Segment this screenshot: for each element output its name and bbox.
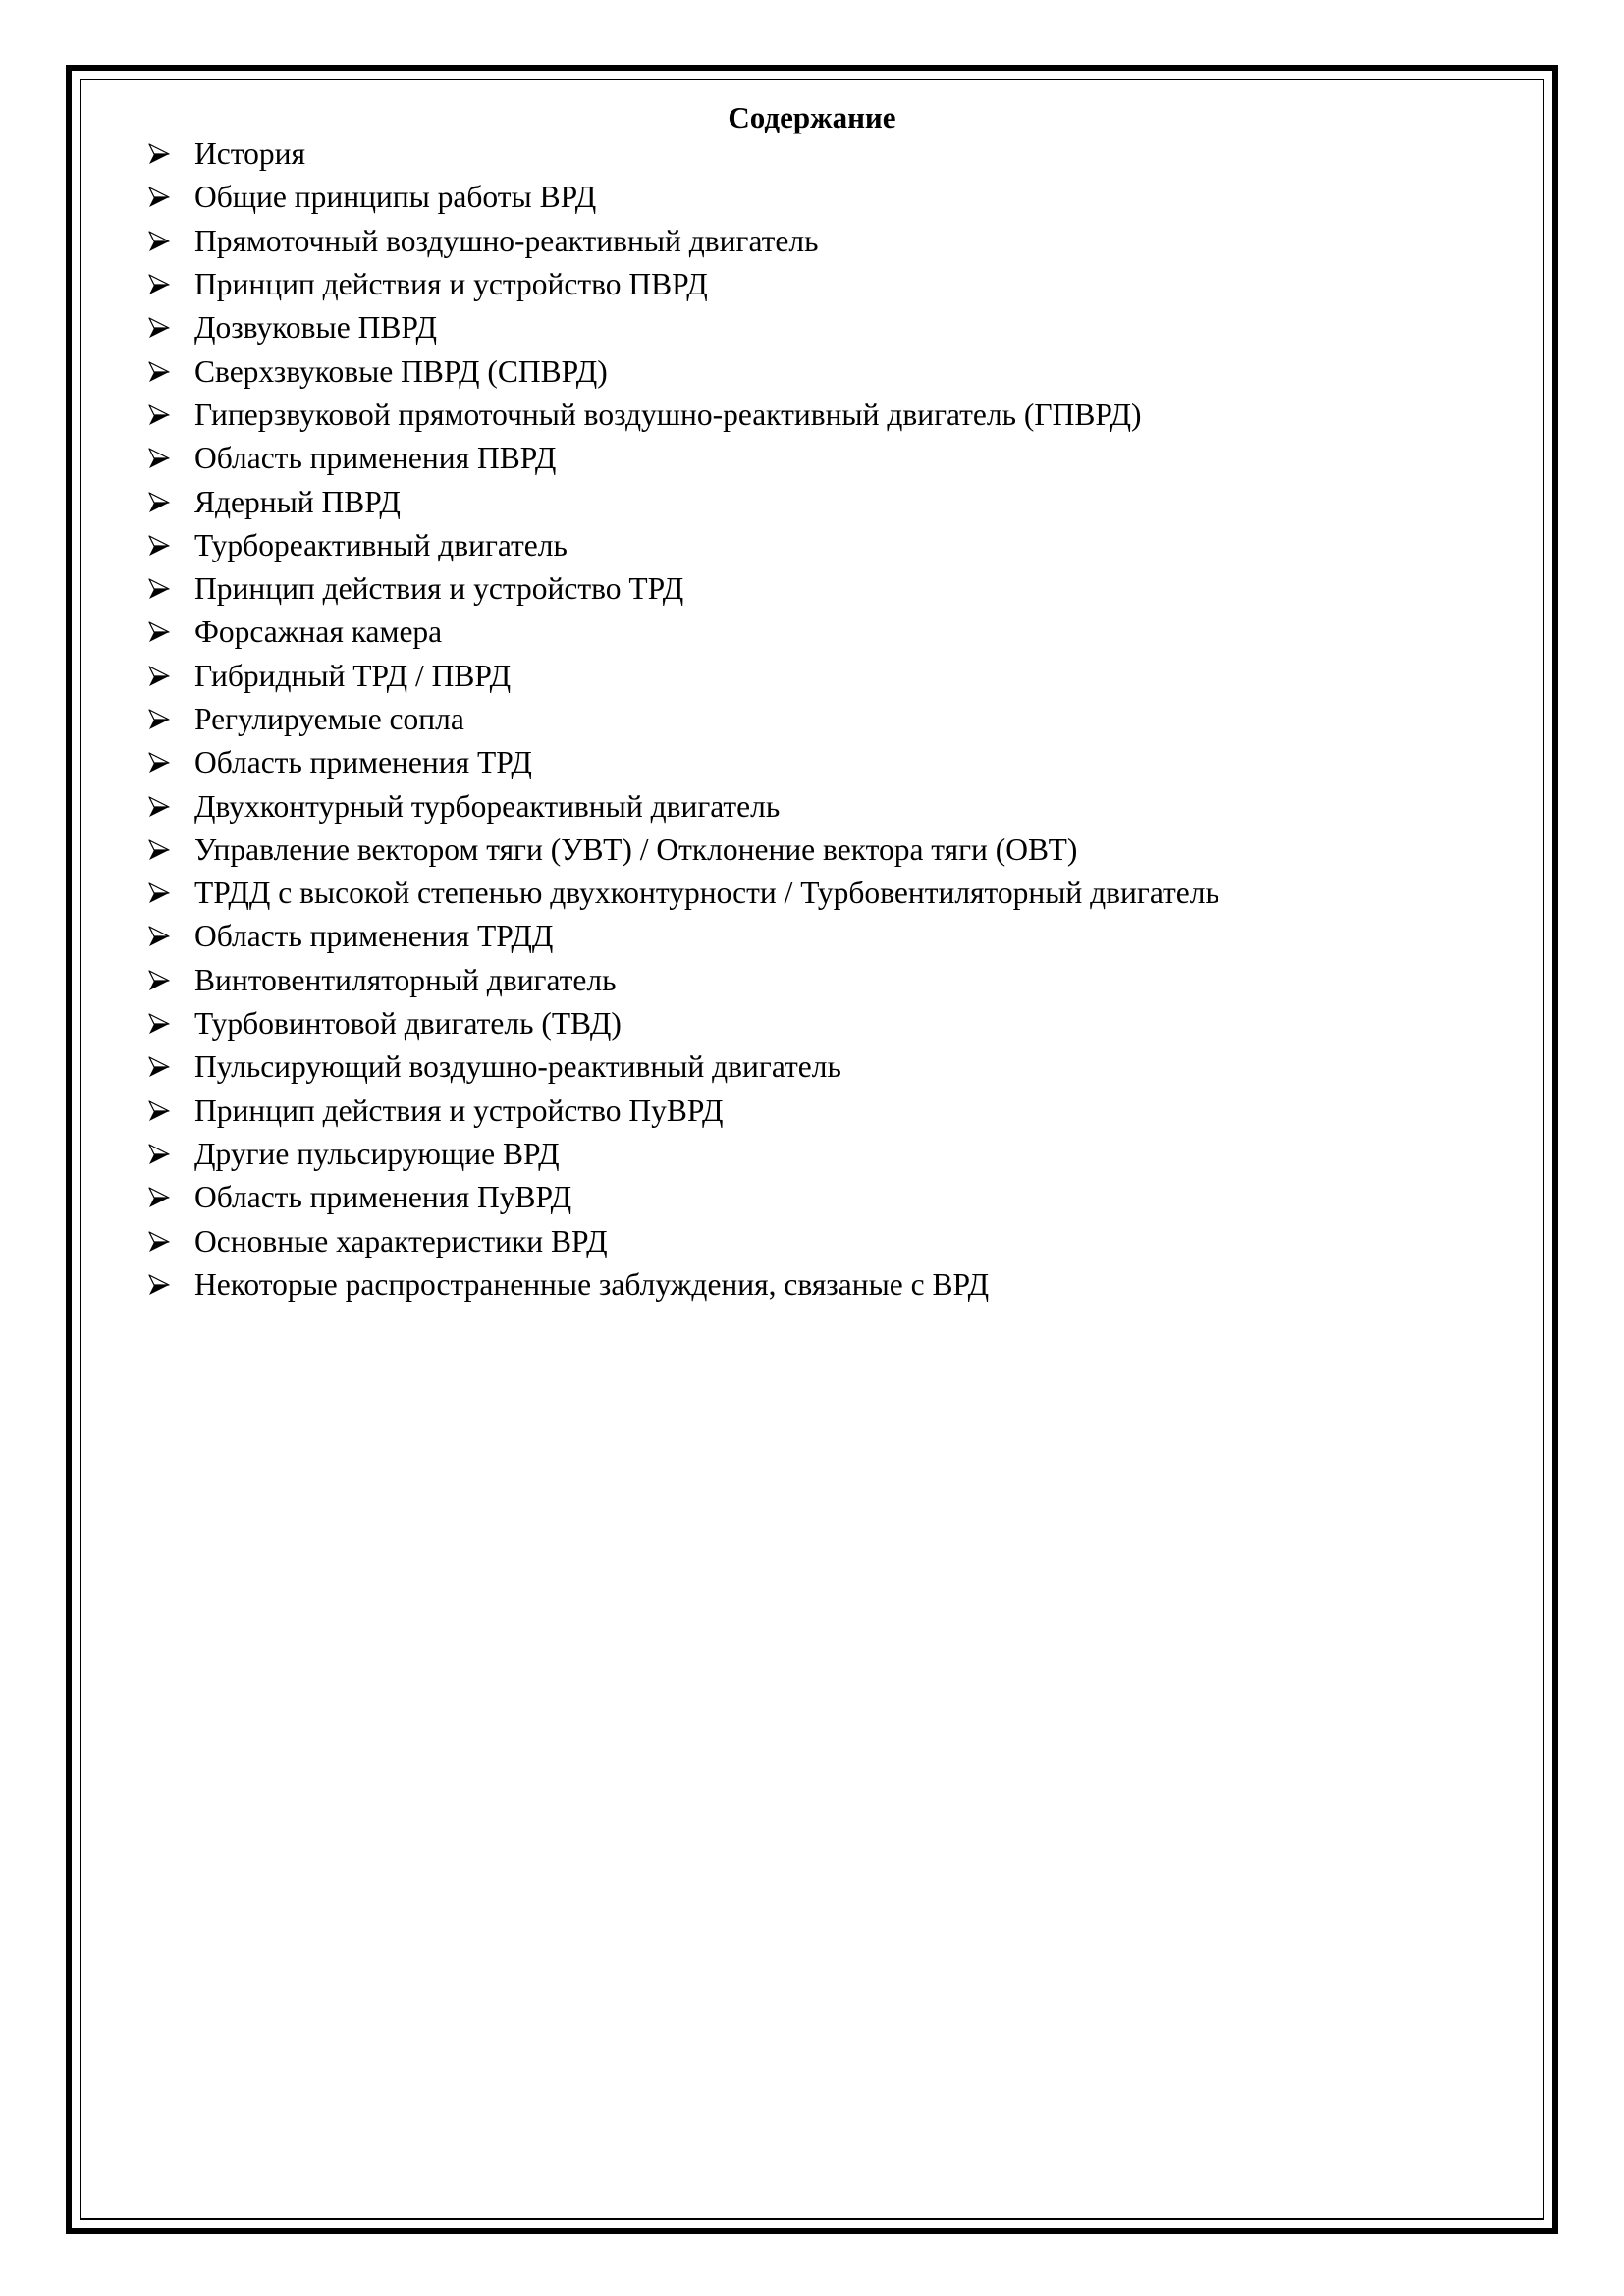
list-item: [147, 872, 1219, 915]
list-item-label: Турбореактивный двигатель: [194, 527, 568, 562]
arrowhead-bullet-icon: [147, 1273, 194, 1297]
list-item-label: Область применения ПуВРД: [194, 1180, 572, 1215]
list-item: [147, 1176, 1219, 1219]
arrowhead-bullet-icon: [147, 881, 194, 905]
list-item-label: Форсажная камера: [194, 614, 443, 650]
list-item: [147, 1090, 1219, 1133]
list-item-label: ТРДД с высокой степенью двухконтурности / Турбовентиляторный двигатель: [194, 876, 1219, 911]
arrowhead-bullet-icon: [147, 403, 194, 427]
list-item: [147, 176, 1219, 219]
list-item-label: Управление вектором тяги (УВТ) / Отклонение вектора тяги (ОВТ): [194, 831, 1078, 867]
list-item: [147, 784, 1219, 828]
list-item-label: Дозвуковые ПВРД: [194, 310, 437, 346]
list-item: [147, 349, 1219, 393]
list-item: [147, 1045, 1219, 1089]
arrowhead-bullet-icon: [147, 838, 194, 862]
list-item-label: Другие пульсирующие ВРД: [194, 1136, 560, 1171]
arrowhead-bullet-icon: [147, 969, 194, 992]
arrowhead-bullet-icon: [147, 1186, 194, 1209]
list-item: [147, 480, 1219, 523]
list-item-label: Ядерный ПВРД: [194, 484, 401, 519]
arrowhead-bullet-icon: [147, 751, 194, 774]
list-item-label: Принцип действия и устройство ПВРД: [194, 267, 708, 302]
list-item: [147, 915, 1219, 958]
list-item-label: Принцип действия и устройство ТРД: [194, 571, 684, 607]
list-item-label: Общие принципы работы ВРД: [194, 180, 597, 215]
list-item: [147, 220, 1219, 263]
list-item: [147, 524, 1219, 567]
arrowhead-bullet-icon: [147, 491, 194, 514]
list-item: [147, 741, 1219, 784]
list-item-label: Пульсирующий воздушно-реактивный двигатель: [194, 1049, 841, 1085]
arrowhead-bullet-icon: [147, 447, 194, 470]
list-item-label: Регулируемые сопла: [194, 702, 464, 736]
list-item: [147, 133, 1219, 176]
list-item: [147, 698, 1219, 741]
list-item: [147, 306, 1219, 349]
list-item-label: Прямоточный воздушно-реактивный двигатель: [194, 223, 819, 258]
list-item-label: Основные характеристики ВРД: [194, 1223, 608, 1258]
list-item: [147, 437, 1219, 480]
table-of-contents: [147, 133, 1219, 1307]
arrowhead-bullet-icon: [147, 316, 194, 340]
list-item-label: Двухконтурный турбореактивный двигатель: [194, 788, 781, 824]
list-item-label: Область применения ТРД: [194, 745, 532, 780]
list-item-label: Принцип действия и устройство ПуВРД: [194, 1093, 724, 1128]
arrowhead-bullet-icon: [147, 577, 194, 601]
page-title: Содержание: [728, 100, 896, 134]
arrowhead-bullet-icon: [147, 708, 194, 731]
arrowhead-bullet-icon: [147, 230, 194, 253]
arrowhead-bullet-icon: [147, 360, 194, 384]
list-item: [147, 1002, 1219, 1045]
list-item: [147, 263, 1219, 306]
list-item: [147, 1263, 1219, 1307]
list-item: [147, 655, 1219, 698]
arrowhead-bullet-icon: [147, 665, 194, 688]
list-item-label: Сверхзвуковые ПВРД (СПВРД): [194, 353, 608, 389]
list-item: [147, 394, 1219, 437]
arrowhead-bullet-icon: [147, 273, 194, 296]
list-item: [147, 959, 1219, 1002]
list-item-label: Гиперзвуковой прямоточный воздушно-реактивный двигатель (ГПВРД): [194, 397, 1142, 432]
arrowhead-bullet-icon: [147, 1143, 194, 1166]
list-item-label: Винтовентиляторный двигатель: [194, 962, 617, 997]
arrowhead-bullet-icon: [147, 534, 194, 558]
list-item-label: Некоторые распространенные заблуждения, связаные с ВРД: [194, 1266, 990, 1302]
list-item-label: История: [194, 136, 305, 172]
list-item-label: Область применения ТРДД: [194, 919, 554, 954]
arrowhead-bullet-icon: [147, 1012, 194, 1036]
list-item: [147, 828, 1219, 872]
list-item-label: Область применения ПВРД: [194, 441, 557, 476]
arrowhead-bullet-icon: [147, 620, 194, 644]
arrowhead-bullet-icon: [147, 795, 194, 819]
arrowhead-bullet-icon: [147, 1099, 194, 1123]
arrowhead-bullet-icon: [147, 142, 194, 166]
list-item: [147, 567, 1219, 611]
arrowhead-bullet-icon: [147, 925, 194, 948]
arrowhead-bullet-icon: [147, 1230, 194, 1254]
list-item: [147, 611, 1219, 654]
list-item-label: Турбовинтовой двигатель (ТВД): [194, 1006, 622, 1041]
arrowhead-bullet-icon: [147, 186, 194, 209]
arrowhead-bullet-icon: [147, 1055, 194, 1079]
list-item-label: Гибридный ТРД / ПВРД: [194, 658, 512, 693]
list-item: [147, 1219, 1219, 1262]
list-item: [147, 1133, 1219, 1176]
